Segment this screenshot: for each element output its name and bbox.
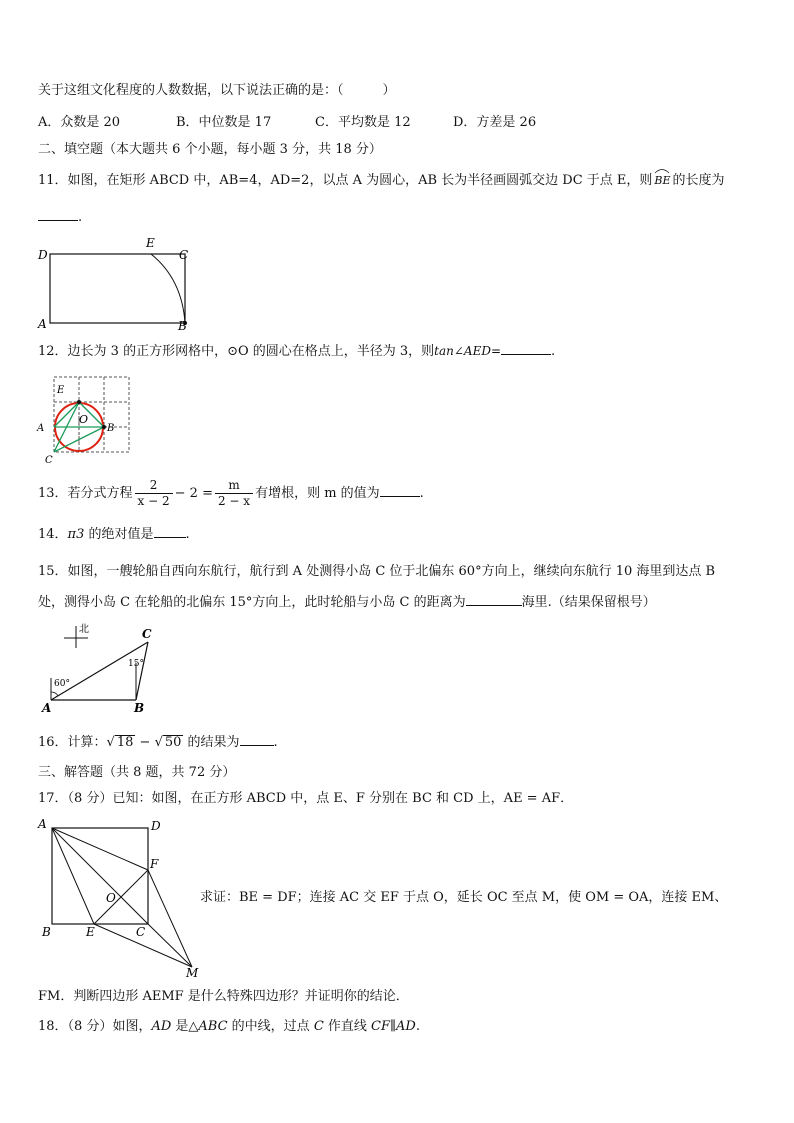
q12-answer-blank bbox=[501, 342, 551, 355]
q17-label-a: A bbox=[38, 817, 47, 831]
q11-answer-blank bbox=[38, 208, 78, 221]
q12-label-c: C bbox=[45, 455, 53, 466]
q17-figure bbox=[34, 814, 204, 979]
q13-frac1-num: 2 bbox=[135, 478, 173, 494]
q11-text bbox=[38, 172, 725, 190]
q13-mid: − 2 = bbox=[174, 486, 213, 501]
q11-stem: 11．如图，在矩形 ABCD 中，AB=4，AD=2，以点 A 为圆心，AB 长为半径画圆弧交边 DC 于点 E，则 bbox=[38, 173, 653, 188]
q11-label-a: A bbox=[38, 317, 47, 331]
q13-text bbox=[38, 474, 424, 514]
q11-label-d: D bbox=[38, 248, 48, 262]
q18-cf: CF∥AD bbox=[371, 1019, 416, 1034]
q18-mid2: 的中线，过点 bbox=[227, 1019, 314, 1034]
q17-lines bbox=[52, 828, 192, 967]
q12-label-b: B bbox=[107, 423, 115, 434]
q17-line3: FM．判断四边形 AEMF 是什么特殊四边形？并证明你的结论． bbox=[38, 989, 409, 1004]
q14-pi-expr: π3 bbox=[67, 527, 85, 542]
q13-fraction-2 bbox=[215, 478, 253, 509]
q17-line1: 17．（8 分）已知：如图，在正方形 ABCD 中，点 E、F 分别在 BC 和 CD 上，AE = AF． bbox=[38, 791, 574, 806]
q12-label-a: A bbox=[37, 423, 45, 434]
q18-mid: 是 bbox=[171, 1019, 189, 1034]
q17-label-e: E bbox=[86, 925, 95, 939]
arc-mark-icon bbox=[654, 168, 670, 174]
q16-radicand-2: 50 bbox=[164, 735, 182, 750]
q17-label-d: D bbox=[151, 819, 161, 833]
section2-title: 二、填空题（本大题共 6 个小题，每小题 3 分，共 18 分） bbox=[38, 142, 382, 157]
q17-label-o: O bbox=[106, 891, 116, 905]
q15-segment-ac bbox=[51, 642, 148, 700]
q11-label-c: C bbox=[179, 248, 189, 262]
q13-frac2-den: 2 − x bbox=[217, 494, 251, 508]
q11-arc-be bbox=[654, 172, 670, 190]
q11-arc-label: BE bbox=[654, 174, 671, 187]
q15-label-north: 北 bbox=[79, 624, 89, 635]
q11-answer-line bbox=[38, 208, 82, 227]
q13-answer-blank bbox=[380, 484, 420, 497]
q15-label-15: 15° bbox=[128, 659, 144, 669]
q18-triangle: △ABC bbox=[188, 1019, 228, 1034]
q10-option-b: B．中位数是 17 bbox=[176, 115, 272, 130]
q16-minus: − bbox=[135, 735, 155, 750]
q12-text bbox=[38, 342, 555, 361]
q12-label-e: E bbox=[57, 385, 65, 396]
q14-period: . bbox=[185, 527, 190, 542]
q17-label-m: M bbox=[186, 966, 199, 979]
q18-ad: AD bbox=[151, 1019, 172, 1034]
q12-label-o: O bbox=[79, 413, 89, 426]
q15-label-60: 60° bbox=[54, 679, 70, 689]
q12-period: . bbox=[551, 344, 556, 359]
q15-figure bbox=[36, 618, 166, 716]
q15-label-c: C bbox=[142, 627, 152, 641]
q16-text bbox=[38, 733, 278, 752]
q10-option-d: D．方差是 26 bbox=[453, 115, 537, 130]
q16-prefix: 16．计算： bbox=[38, 735, 107, 750]
section3-title: 三、解答题（共 8 题，共 72 分） bbox=[38, 765, 236, 780]
q15-line1: 15．如图，一艘轮船自西向东航行，航行到 A 处测得小岛 C 位于北偏东 60°方向上，继续向东航行 10 海里到达点 B bbox=[38, 564, 716, 579]
q18-prefix: 18．（8 分）如图， bbox=[38, 1019, 152, 1034]
q17-label-c: C bbox=[136, 925, 146, 939]
q17-label-f: F bbox=[150, 857, 159, 871]
q11-arc bbox=[151, 254, 185, 323]
q18-c: C bbox=[313, 1019, 324, 1034]
q13-prefix: 13．若分式方程 bbox=[38, 486, 133, 501]
q15-answer-blank bbox=[466, 593, 522, 606]
q13-frac1-den: x − 2 bbox=[137, 494, 170, 508]
q14-stem: 的绝对值是 bbox=[84, 527, 154, 542]
q10-option-c: C．平均数是 12 bbox=[315, 115, 411, 130]
sqrt-icon: √ bbox=[106, 735, 115, 750]
q14-text bbox=[38, 525, 190, 544]
q15-label-a: A bbox=[42, 701, 52, 715]
q14-answer-blank bbox=[154, 525, 186, 538]
sqrt-icon: √ bbox=[154, 735, 163, 750]
q13-frac2-num: m bbox=[215, 478, 253, 494]
q18-mid3: 作直线 bbox=[323, 1019, 372, 1034]
q17-line2: 求证：BE = DF；连接 AC 交 EF 于点 O，延长 OC 至点 M，使 OM = OA，连接 EM、 bbox=[200, 890, 728, 905]
q16-answer-blank bbox=[240, 733, 274, 746]
q18-period: . bbox=[415, 1019, 420, 1034]
q16-suffix: 的结果为 bbox=[183, 735, 240, 750]
q16-radicand-1: 18 bbox=[116, 735, 134, 750]
q15-line2 bbox=[38, 593, 656, 612]
q17-label-b: B bbox=[42, 925, 51, 939]
q12-stem: 12．边长为 3 的正方形网格中，⊙O 的圆心在格点上，半径为 3，则 bbox=[38, 344, 435, 359]
q11-period: . bbox=[78, 210, 83, 225]
q10-option-a: A．众数是 20 bbox=[38, 115, 121, 130]
q11-stem-tail: 的长度为 bbox=[672, 173, 725, 188]
q13-suffix: 有增根，则 m 的值为 bbox=[255, 486, 380, 501]
q13-fraction-1 bbox=[135, 478, 173, 509]
q15-label-b: B bbox=[134, 701, 145, 715]
q12-expression: tan∠AED= bbox=[434, 344, 502, 358]
q12-figure bbox=[34, 372, 144, 468]
q18-text bbox=[38, 1018, 420, 1036]
q15-line2-b: 海里.（结果保留根号） bbox=[521, 595, 656, 610]
q14-prefix: 14． bbox=[38, 527, 68, 542]
q13-period: . bbox=[419, 486, 424, 501]
q16-period: . bbox=[273, 735, 278, 750]
q15-line2-a: 处，测得小岛 C 在轮船的北偏东 15°方向上，此时轮船与小岛 C 的距离为 bbox=[38, 595, 466, 610]
q11-label-e: E bbox=[146, 236, 155, 250]
q10-stem: 关于这组文化程度的人数数据，以下说法正确的是：（ ） bbox=[38, 83, 396, 98]
q11-figure bbox=[34, 234, 194, 334]
q11-label-b: B bbox=[178, 319, 187, 333]
q15-segment-bc bbox=[136, 642, 148, 700]
q11-rectangle bbox=[50, 254, 185, 323]
